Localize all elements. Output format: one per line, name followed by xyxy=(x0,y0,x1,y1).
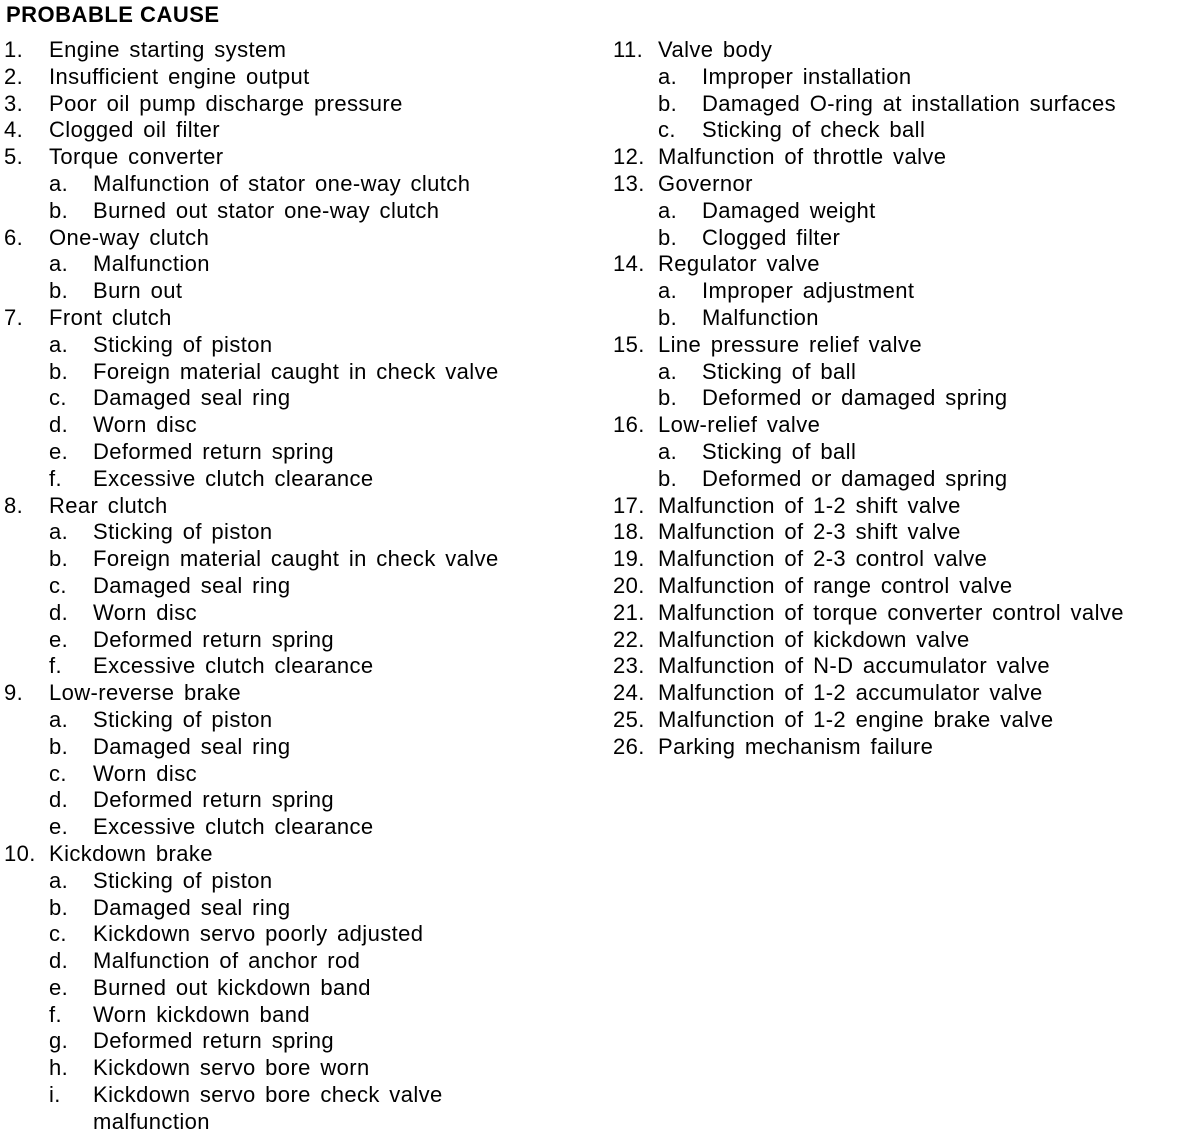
cause-subitem-text: Sticking of check ball xyxy=(702,117,926,143)
cause-item-row xyxy=(4,144,584,171)
cause-subitem-text: Damaged weight xyxy=(702,197,876,223)
cause-item-number: 13. xyxy=(613,170,645,196)
cause-item-number: 23. xyxy=(613,653,645,679)
cause-subitem-text: Worn disc xyxy=(93,412,197,438)
cause-item-text: Low-reverse brake xyxy=(49,680,241,706)
cause-item xyxy=(613,493,1181,520)
cause-subitem-letter: a. xyxy=(658,197,678,223)
cause-subitem-letter: a. xyxy=(49,867,69,893)
cause-subitem-text: Excessive clutch clearance xyxy=(93,465,374,491)
cause-item-text: Malfunction of 1-2 shift valve xyxy=(658,492,961,518)
cause-item-text: Regulator valve xyxy=(658,251,820,277)
cause-subitem-text: Damaged O-ring at installation surfaces xyxy=(702,90,1117,116)
cause-subitem-text: Worn disc xyxy=(93,599,197,625)
cause-subitem-text: Worn kickdown band xyxy=(93,1001,311,1027)
cause-item-number: 25. xyxy=(613,706,645,732)
cause-subitem xyxy=(4,921,584,948)
cause-subitem-letter: b. xyxy=(658,385,678,411)
cause-item-row xyxy=(613,680,1181,707)
cause-item-text: Governor xyxy=(658,170,753,196)
cause-subitem-text: Excessive clutch clearance xyxy=(93,653,374,679)
cause-subitem-text: Damaged seal ring xyxy=(93,572,291,598)
cause-subitem xyxy=(4,1002,584,1029)
cause-item-text: Malfunction of range control valve xyxy=(658,572,1013,598)
cause-subitem-letter: a. xyxy=(49,331,69,357)
cause-item xyxy=(4,91,584,118)
cause-item-number: 10. xyxy=(4,840,36,866)
cause-subitem xyxy=(4,332,584,359)
cause-subitem-letter: a. xyxy=(658,63,678,89)
cause-sublist xyxy=(613,64,1181,144)
cause-sublist xyxy=(613,439,1181,493)
cause-item xyxy=(613,412,1181,492)
cause-sublist xyxy=(613,198,1181,252)
cause-item-text: Malfunction of N-D accumulator valve xyxy=(658,653,1050,679)
cause-subitem-text: Deformed return spring xyxy=(93,626,335,652)
cause-item-row xyxy=(613,171,1181,198)
cause-item-number: 20. xyxy=(613,572,645,598)
cause-subitem-letter: e. xyxy=(49,814,69,840)
cause-subitem xyxy=(4,707,584,734)
cause-subitem xyxy=(4,653,584,680)
cause-item-text: Insufficient engine output xyxy=(49,63,310,89)
cause-subitem-letter: d. xyxy=(49,412,69,438)
cause-subitem-text: Kickdown servo bore worn xyxy=(93,1055,370,1081)
cause-sublist xyxy=(4,519,584,680)
cause-subitem-text: Burn out xyxy=(93,278,183,304)
cause-subitem-letter: a. xyxy=(658,358,678,384)
cause-item xyxy=(613,627,1181,654)
cause-item xyxy=(4,144,584,224)
cause-subitem-letter: g. xyxy=(49,1028,69,1054)
cause-subitem xyxy=(4,278,584,305)
cause-subitem xyxy=(4,251,584,278)
cause-item xyxy=(613,734,1181,761)
cause-subitem-text: Clogged filter xyxy=(702,224,841,250)
cause-item-text: Front clutch xyxy=(49,304,172,330)
cause-subitem-text: Deformed or damaged spring xyxy=(702,465,1008,491)
cause-item-text: Valve body xyxy=(658,37,773,62)
cause-subitem-letter: a. xyxy=(49,170,69,196)
cause-item-text: Malfunction of torque converter control valve xyxy=(658,599,1124,625)
cause-subitem xyxy=(4,439,584,466)
cause-item-text: Malfunction of 1-2 engine brake valve xyxy=(658,706,1054,732)
cause-subitem-text: Foreign material caught in check valve xyxy=(93,546,499,572)
cause-subitem-text: Malfunction of stator one-way clutch xyxy=(93,170,471,196)
cause-subitem-letter: c. xyxy=(49,760,67,786)
cause-subitem xyxy=(613,359,1181,386)
cause-subitem-letter: b. xyxy=(49,358,69,384)
cause-subitem-letter: f. xyxy=(49,653,63,679)
cause-subitem xyxy=(4,787,584,814)
cause-subitem xyxy=(4,734,584,761)
cause-subitem-text: Burned out kickdown band xyxy=(93,974,371,1000)
cause-item-row xyxy=(613,573,1181,600)
cause-subitem-text: Deformed or damaged spring xyxy=(702,385,1008,411)
cause-item-row xyxy=(613,546,1181,573)
cause-subitem-text: Damaged seal ring xyxy=(93,385,291,411)
cause-item xyxy=(613,519,1181,546)
cause-subitem-text: Kickdown servo poorly adjusted xyxy=(93,921,424,947)
cause-subitem xyxy=(4,948,584,975)
cause-subitem-text: Deformed return spring xyxy=(93,1028,335,1054)
cause-subitem xyxy=(4,359,584,386)
cause-subitem-text: Deformed return spring xyxy=(93,787,335,813)
cause-subitem xyxy=(613,439,1181,466)
cause-item xyxy=(613,600,1181,627)
cause-subitem xyxy=(4,546,584,573)
cause-subitem xyxy=(4,814,584,841)
cause-subitem-text: Deformed return spring xyxy=(93,438,335,464)
cause-subitem-text: Sticking of piston xyxy=(93,867,273,893)
cause-subitem xyxy=(613,278,1181,305)
page-title: PROBABLE CAUSE xyxy=(6,2,220,27)
cause-sublist xyxy=(4,707,584,841)
cause-item-row xyxy=(613,707,1181,734)
cause-item-row xyxy=(613,734,1181,761)
cause-subitem xyxy=(613,466,1181,493)
cause-subitem xyxy=(4,412,584,439)
cause-item-number: 21. xyxy=(613,599,645,625)
cause-item xyxy=(613,37,1181,144)
cause-item-text: Malfunction of throttle valve xyxy=(658,144,947,170)
cause-item-number: 22. xyxy=(613,626,645,652)
cause-subitem-letter: a. xyxy=(658,278,678,304)
cause-subitem-letter: a. xyxy=(49,251,69,277)
cause-item-row xyxy=(613,412,1181,439)
cause-subitem-letter: f. xyxy=(49,1001,63,1027)
cause-item-number: 5. xyxy=(4,144,24,170)
cause-sublist xyxy=(4,251,584,305)
cause-subitem-text: Excessive clutch clearance xyxy=(93,814,374,840)
cause-item-text: Line pressure relief valve xyxy=(658,331,922,357)
cause-item-number: 3. xyxy=(4,90,24,116)
cause-subitem xyxy=(4,171,584,198)
cause-subitem-text: Malfunction of anchor rod xyxy=(93,948,361,974)
cause-item-row xyxy=(4,64,584,91)
cause-subitem xyxy=(613,385,1181,412)
cause-subitem-text: Improper adjustment xyxy=(702,278,915,304)
cause-item-number: 26. xyxy=(613,733,645,759)
cause-subitem-letter: c. xyxy=(658,117,676,143)
cause-subitem-letter: a. xyxy=(658,438,678,464)
cause-subitem-letter: a. xyxy=(49,519,69,545)
cause-item-row xyxy=(613,332,1181,359)
cause-subitem xyxy=(4,1028,584,1055)
cause-list-left xyxy=(4,37,584,1136)
cause-subitem-text: Sticking of piston xyxy=(93,706,273,732)
cause-subitem xyxy=(4,600,584,627)
cause-item xyxy=(4,493,584,681)
cause-subitem-text: Kickdown servo bore check valve malfunction xyxy=(93,1082,443,1134)
cause-subitem xyxy=(613,117,1181,144)
cause-subitem-letter: b. xyxy=(49,278,69,304)
cause-item xyxy=(613,546,1181,573)
cause-subitem xyxy=(4,627,584,654)
cause-item-number: 16. xyxy=(613,412,645,438)
cause-item-number: 2. xyxy=(4,63,24,89)
cause-item-row xyxy=(613,37,1181,64)
cause-item-number: 17. xyxy=(613,492,645,518)
cause-item-number: 9. xyxy=(4,680,24,706)
cause-item xyxy=(4,37,584,64)
cause-subitem-letter: i. xyxy=(49,1082,61,1108)
cause-item xyxy=(613,680,1181,707)
cause-item-row xyxy=(613,653,1181,680)
cause-subitem-letter: d. xyxy=(49,948,69,974)
cause-item-number: 7. xyxy=(4,304,24,330)
cause-sublist xyxy=(4,332,584,493)
cause-item xyxy=(4,305,584,493)
cause-item xyxy=(4,680,584,841)
cause-item xyxy=(613,332,1181,412)
cause-item xyxy=(613,573,1181,600)
cause-subitem-text: Improper installation xyxy=(702,63,912,89)
cause-subitem-letter: b. xyxy=(49,894,69,920)
cause-subitem-letter: e. xyxy=(49,626,69,652)
cause-item-text: Malfunction of 2-3 control valve xyxy=(658,546,988,572)
cause-item-row xyxy=(613,251,1181,278)
cause-item-number: 18. xyxy=(613,519,645,545)
cause-item xyxy=(4,225,584,305)
cause-item xyxy=(4,64,584,91)
cause-subitem xyxy=(613,225,1181,252)
cause-item-number: 11. xyxy=(613,37,644,62)
cause-subitem-text: Malfunction xyxy=(93,251,210,277)
cause-item-row xyxy=(613,600,1181,627)
cause-item-number: 1. xyxy=(4,37,24,62)
cause-item-row xyxy=(613,493,1181,520)
cause-item xyxy=(4,841,584,1136)
cause-item-text: One-way clutch xyxy=(49,224,210,250)
cause-item-number: 4. xyxy=(4,117,24,143)
cause-subitem-letter: b. xyxy=(49,197,69,223)
cause-subitem-text: Sticking of piston xyxy=(93,331,273,357)
cause-item-number: 15. xyxy=(613,331,645,357)
cause-item xyxy=(613,144,1181,171)
cause-subitem xyxy=(613,305,1181,332)
cause-subitem-letter: c. xyxy=(49,921,67,947)
cause-item-number: 14. xyxy=(613,251,645,277)
cause-subitem-text: Sticking of ball xyxy=(702,438,857,464)
cause-subitem-letter: e. xyxy=(49,438,69,464)
cause-subitem xyxy=(613,64,1181,91)
cause-item-text: Malfunction of kickdown valve xyxy=(658,626,970,652)
cause-subitem xyxy=(4,1055,584,1082)
cause-subitem-text: Malfunction xyxy=(702,304,819,330)
cause-subitem-letter: b. xyxy=(658,465,678,491)
cause-item-row xyxy=(613,144,1181,171)
cause-item-row xyxy=(4,493,584,520)
cause-item-row xyxy=(4,117,584,144)
cause-subitem-letter: b. xyxy=(658,304,678,330)
cause-subitem-letter: e. xyxy=(49,974,69,1000)
cause-subitem-text: Sticking of ball xyxy=(702,358,857,384)
cause-subitem-letter: c. xyxy=(49,385,67,411)
cause-subitem xyxy=(4,975,584,1002)
cause-subitem xyxy=(613,198,1181,225)
cause-item-text: Torque converter xyxy=(49,144,224,170)
cause-item-text: Poor oil pump discharge pressure xyxy=(49,90,403,116)
cause-item xyxy=(4,117,584,144)
cause-subitem-text: Burned out stator one-way clutch xyxy=(93,197,440,223)
cause-item-row xyxy=(4,91,584,118)
cause-subitem-letter: b. xyxy=(49,733,69,759)
cause-subitem-letter: b. xyxy=(658,224,678,250)
cause-item-text: Parking mechanism failure xyxy=(658,733,934,759)
cause-item-row xyxy=(613,627,1181,654)
cause-item-row xyxy=(4,305,584,332)
cause-item-number: 19. xyxy=(613,546,645,572)
cause-subitem-letter: d. xyxy=(49,599,69,625)
cause-item-text: Clogged oil filter xyxy=(49,117,220,143)
cause-subitem-letter: a. xyxy=(49,706,69,732)
cause-item-row xyxy=(4,37,584,64)
cause-subitem-letter: h. xyxy=(49,1055,69,1081)
cause-subitem-letter: b. xyxy=(49,546,69,572)
cause-subitem xyxy=(4,198,584,225)
cause-subitem-text: Damaged seal ring xyxy=(93,733,291,759)
cause-item-text: Malfunction of 1-2 accumulator valve xyxy=(658,680,1043,706)
cause-subitem-letter: c. xyxy=(49,572,67,598)
cause-subitem xyxy=(4,573,584,600)
cause-sublist xyxy=(613,278,1181,332)
cause-subitem-text: Worn disc xyxy=(93,760,197,786)
cause-subitem xyxy=(613,91,1181,118)
cause-list-right xyxy=(613,37,1181,761)
cause-item-row xyxy=(4,225,584,252)
cause-sublist xyxy=(613,359,1181,413)
cause-subitem xyxy=(4,466,584,493)
cause-subitem xyxy=(4,761,584,788)
cause-subitem-letter: d. xyxy=(49,787,69,813)
cause-subitem-text: Foreign material caught in check valve xyxy=(93,358,499,384)
cause-item-number: 24. xyxy=(613,680,645,706)
cause-item xyxy=(613,251,1181,331)
cause-item xyxy=(613,653,1181,680)
cause-subitem xyxy=(4,1082,584,1136)
cause-subitem-text: Damaged seal ring xyxy=(93,894,291,920)
cause-item-text: Low-relief valve xyxy=(658,412,821,438)
cause-item-text: Engine starting system xyxy=(49,37,287,62)
cause-item xyxy=(613,707,1181,734)
cause-subitem-letter: f. xyxy=(49,465,63,491)
cause-sublist xyxy=(4,171,584,225)
cause-subitem-text: Sticking of piston xyxy=(93,519,273,545)
cause-item-text: Kickdown brake xyxy=(49,840,213,866)
cause-subitem xyxy=(4,519,584,546)
cause-item-number: 8. xyxy=(4,492,24,518)
cause-item xyxy=(613,171,1181,251)
cause-item-text: Malfunction of 2-3 shift valve xyxy=(658,519,961,545)
cause-item-row xyxy=(4,680,584,707)
cause-subitem-letter: b. xyxy=(658,90,678,116)
cause-item-row xyxy=(613,519,1181,546)
cause-subitem xyxy=(4,895,584,922)
cause-item-number: 12. xyxy=(613,144,645,170)
cause-subitem xyxy=(4,385,584,412)
cause-sublist xyxy=(4,868,584,1136)
cause-item-text: Rear clutch xyxy=(49,492,168,518)
cause-subitem xyxy=(4,868,584,895)
cause-item-number: 6. xyxy=(4,224,24,250)
cause-item-row xyxy=(4,841,584,868)
